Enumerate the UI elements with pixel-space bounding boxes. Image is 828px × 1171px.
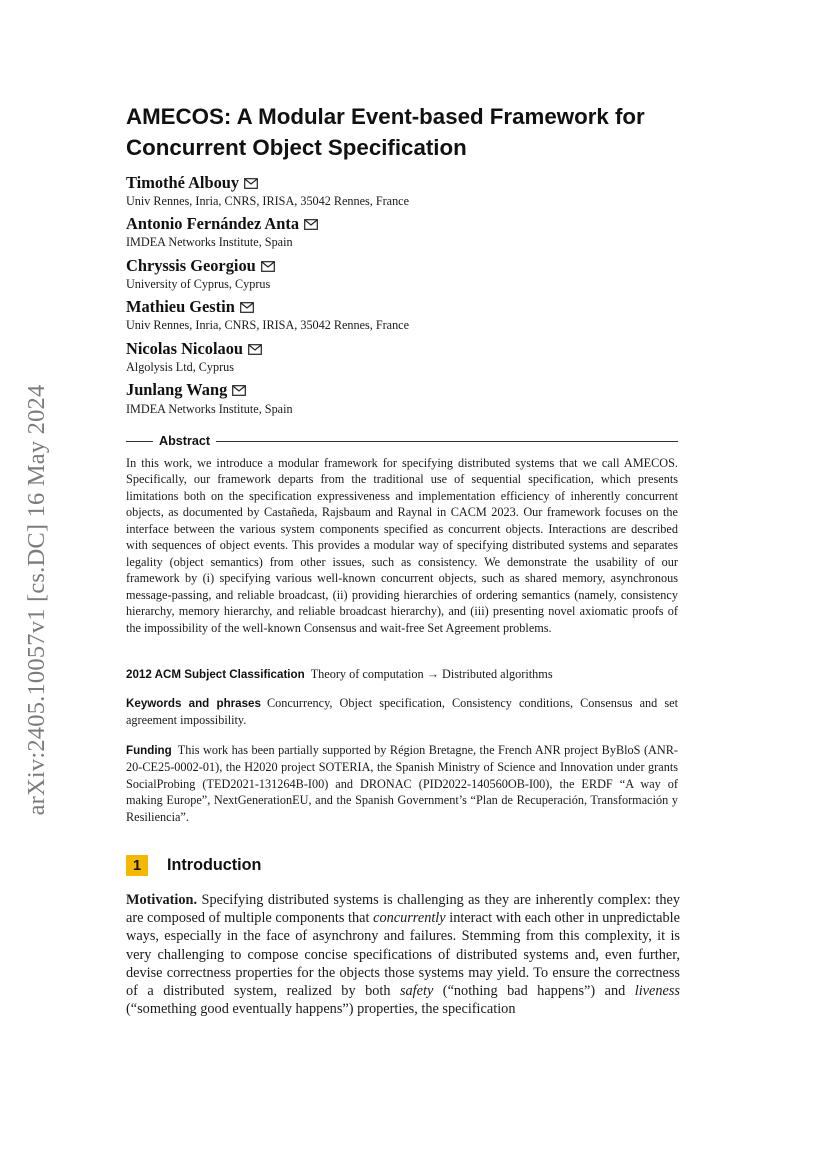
paragraph-run-head: Motivation. bbox=[126, 892, 198, 908]
author-name: Junlang Wang bbox=[126, 380, 246, 401]
author-name: Nicolas Nicolaou bbox=[126, 339, 262, 360]
author-affiliation: University of Cyprus, Cyprus bbox=[126, 277, 271, 291]
funding bbox=[126, 742, 678, 825]
abstract-text: In this work, we introduce a modular framework for specifying distributed systems that we call AMECOS. Specifically, our framework departs from the traditional use of sequential specification, which presents limitations both on the specification expressiveness and implementation efficiency of inherently concurrent objects, as documented by Castañeda, Rajsbaum and Raynal in CACM 2023. Our framework focuses on the interface between the various system components specified as concurrent objects. Interactions are described with sequences of object events. This provides a modular way of specifying distributed systems and separates legality (object semantics) from other issues, such as consistency. We demonstrate the usability of our framework by (i) specifying various well-known concurrent objects, such as shared memory, asynchronous message-passing, and reliable broadcast, (ii) providing hierarchies of ordering semantics (namely, consistency hierarchy, memory hierarchy, and reliable broadcast hierarchy), and (iii) presenting novel axiomatic proofs of the impossibility of the well-known Consensus and wait-free Set Agreement problems. bbox=[126, 456, 678, 635]
author-name: Timothé Albouy bbox=[126, 173, 258, 194]
author-affiliation: IMDEA Networks Institute, Spain bbox=[126, 235, 293, 249]
acm-text: Theory of computation → Distributed algorithms bbox=[310, 667, 553, 681]
abstract-heading bbox=[126, 432, 678, 450]
envelope-icon[interactable] bbox=[304, 215, 318, 235]
funding-label: Funding bbox=[126, 744, 172, 757]
envelope-icon[interactable] bbox=[232, 381, 246, 401]
envelope-icon[interactable] bbox=[244, 174, 258, 194]
paper-title: AMECOS: A Modular Event-based Framework for Concurrent Object Specification bbox=[126, 104, 645, 160]
arxiv-side-stamp: arXiv:2405.10057v1 [cs.DC] 16 May 2024 bbox=[23, 384, 50, 816]
envelope-icon[interactable] bbox=[261, 257, 275, 277]
keywords-label: Keywords and phrases bbox=[126, 697, 261, 710]
keywords bbox=[126, 695, 678, 729]
author-name: Antonio Fernández Anta bbox=[126, 214, 318, 235]
section-heading bbox=[126, 855, 261, 876]
author-affiliation: Algolysis Ltd, Cyprus bbox=[126, 360, 235, 374]
author-name: Mathieu Gestin bbox=[126, 297, 254, 318]
author-name: Chryssis Georgiou bbox=[126, 256, 275, 277]
author-affiliation: IMDEA Networks Institute, Spain bbox=[126, 402, 293, 416]
abstract-label: Abstract bbox=[159, 434, 211, 448]
author-affiliation: Univ Rennes, Inria, CNRS, IRISA, 35042 Rennes, France bbox=[126, 318, 409, 332]
envelope-icon[interactable] bbox=[248, 340, 262, 360]
intro-paragraph: Motivation. Specifying distributed systems is challenging as they are inherently complex: they are composed of multiple components that concurrently interact with each other in unpredictable ways, especially in the face of asynchrony and failures. Stemming from this complexity, it is very challenging to compose concise specifications of distributed systems and, even further, devise correctness properties for the objects those systems may yield. To ensure the correctness of a distributed system, realized by both safety (“nothing bad happens”) and liveness (“something good eventually happens”) properties, the specification bbox=[126, 892, 680, 1018]
acm-label: 2012 ACM Subject Classification bbox=[126, 668, 305, 681]
section-title: Introduction bbox=[167, 856, 262, 874]
envelope-icon[interactable] bbox=[240, 298, 254, 318]
divider bbox=[126, 441, 153, 442]
keywords-text: Concurrency, Object specification, Consistency conditions, Consensus and set agreement impossibility. bbox=[126, 696, 678, 728]
acm-classification bbox=[126, 666, 678, 683]
author-affiliation: Univ Rennes, Inria, CNRS, IRISA, 35042 Rennes, France bbox=[126, 194, 409, 208]
funding-text: This work has been partially supported by Région Bretagne, the French ANR project ByBloS (ANR-20-CE25-0002-01), the H2020 project SOTERIA, the Spanish Ministry of Science and Innovation under grants SocialProbing (TED2021-131264B-I00) and DRONAC (PID2022-140560OB-I00), the ERDF “A way of making Europe”, NextGenerationEU, and the Spanish Government’s “Plan de Recuperación, Transformación y Resiliencia”. bbox=[126, 743, 678, 824]
divider bbox=[216, 441, 678, 442]
section-number: 1 bbox=[126, 855, 148, 876]
